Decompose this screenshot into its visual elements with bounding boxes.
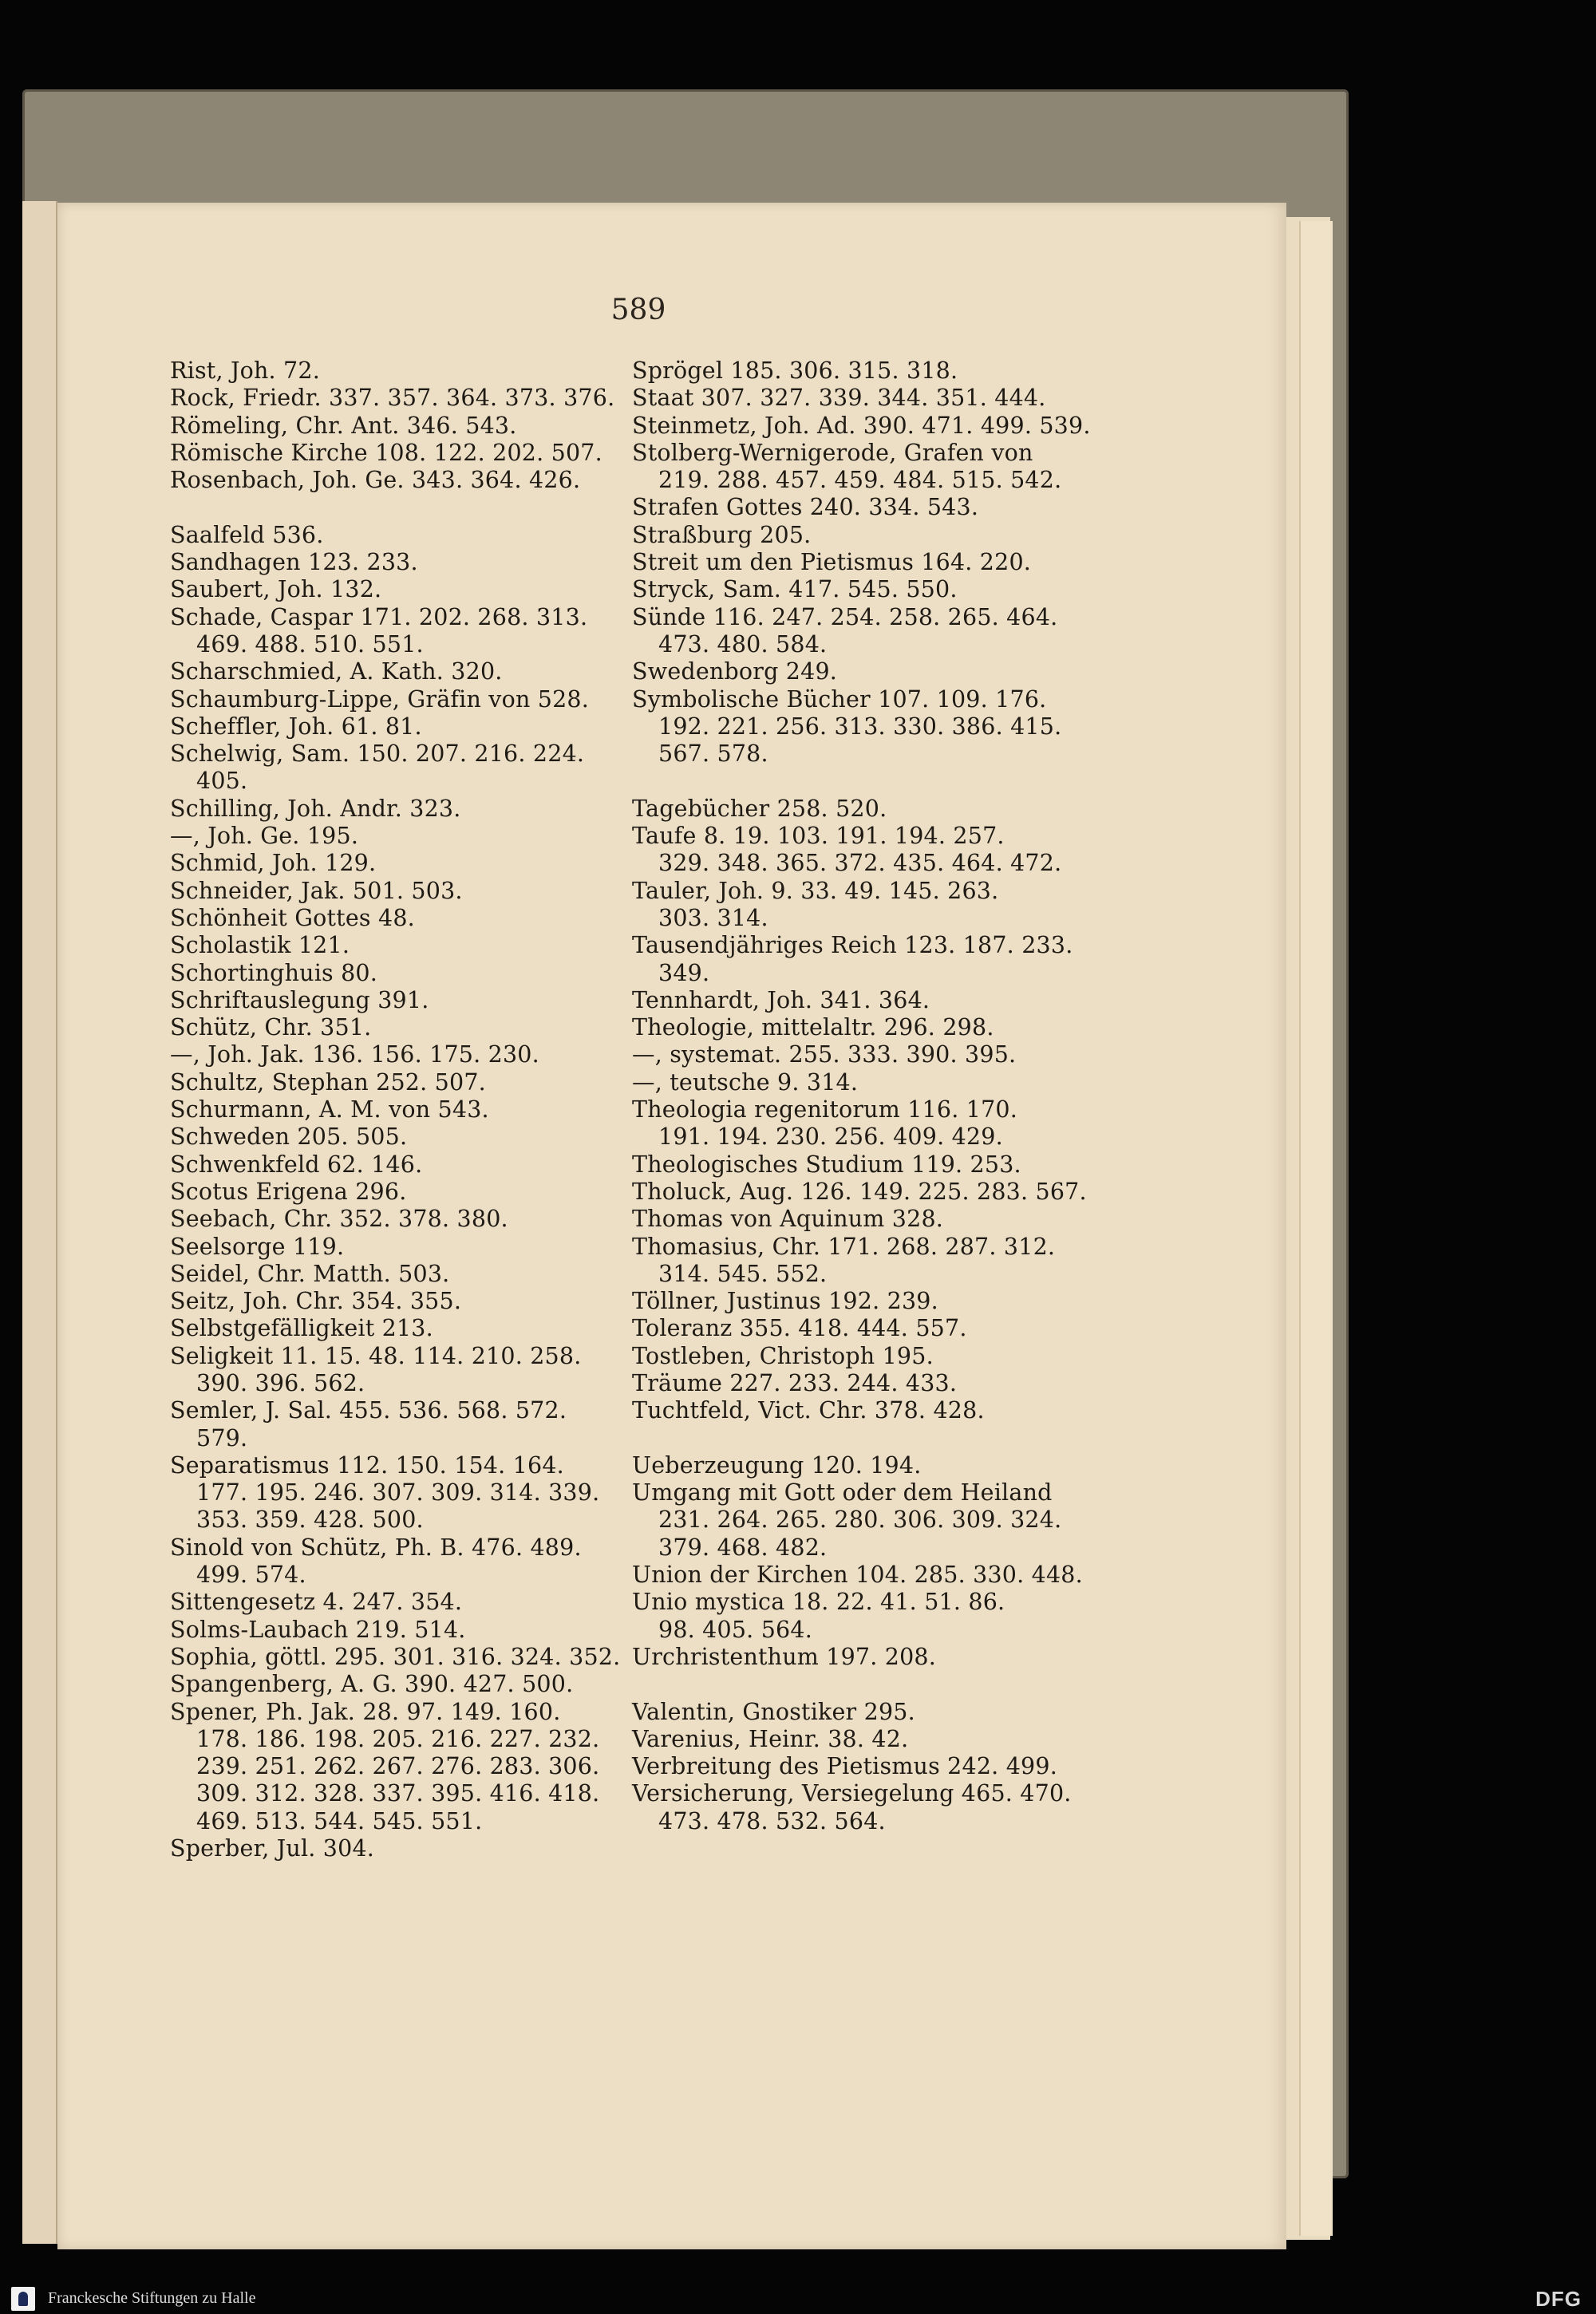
section-gap [632,768,1079,795]
index-entry: Schütz, Chr. 351. [170,1014,372,1041]
page-stack-edge-inner [1299,221,1333,2236]
index-entry: Saalfeld 536. [170,521,324,548]
index-entry: Versicherung, Versiegelung 465. 470. [632,1780,1072,1807]
index-entry: Theologie, mittelaltr. 296. 298. [632,1014,994,1041]
index-entry-continuation: 469. 488. 510. 551. [196,630,424,657]
index-entry: Umgang mit Gott oder dem Heiland [632,1479,1053,1506]
index-entry-continuation: 405. [196,768,248,795]
index-entry: —, teutsche 9. 314. [632,1068,859,1096]
index-entry-continuation: 349. [658,959,710,986]
index-entry: Varenius, Heinr. 38. 42. [632,1725,909,1752]
index-entry-continuation: 178. 186. 198. 205. 216. 227. 232. [196,1725,600,1752]
index-entry: Stryck, Sam. 417. 545. 550. [632,576,958,603]
index-entry-continuation: 98. 405. 564. [658,1616,812,1643]
index-column-left [170,357,621,1862]
index-entry: —, Joh. Jak. 136. 156. 175. 230. [170,1041,539,1068]
dfg-badge: DFG [1535,2287,1582,2311]
index-entry: Seebach, Chr. 352. 378. 380. [170,1206,508,1233]
index-entry: Straßburg 205. [632,521,812,548]
index-entry: Taufe 8. 19. 103. 191. 194. 257. [632,823,1005,850]
index-column-right [632,357,1091,1835]
index-entry: Sperber, Jul. 304. [170,1835,375,1862]
index-entry: Sinold von Schütz, Ph. B. 476. 489. [170,1534,582,1561]
index-entry-continuation: 177. 195. 246. 307. 309. 314. 339. [196,1479,600,1506]
index-entry: Rock, Friedr. 337. 357. 364. 373. 376. [170,385,615,412]
index-entry-continuation: 309. 312. 328. 337. 395. 416. 418. [196,1780,600,1807]
index-entry-continuation: 473. 478. 532. 564. [658,1807,886,1834]
index-entry: Thomasius, Chr. 171. 268. 287. 312. [632,1233,1056,1260]
index-entry: Scharschmied, A. Kath. 320. [170,658,503,685]
index-entry: Tausendjähriges Reich 123. 187. 233. [632,932,1073,959]
index-entry: Schwenkfeld 62. 146. [170,1151,423,1178]
section-gap [632,1671,1079,1698]
index-entry-continuation: 390. 396. 562. [196,1369,365,1396]
index-entry-continuation: 239. 251. 262. 267. 276. 283. 306. [196,1753,600,1780]
index-entry: Strafen Gottes 240. 334. 543. [632,494,979,521]
index-entry-continuation: 353. 359. 428. 500. [196,1506,424,1534]
francke-crest-icon [11,2287,35,2311]
index-entry-continuation: 567. 578. [658,740,768,768]
index-entry: Schweden 205. 505. [170,1123,408,1151]
page-number: 589 [610,294,666,326]
index-entry: Scheffler, Joh. 61. 81. [170,713,422,740]
index-entry: Seidel, Chr. Matth. 503. [170,1260,450,1287]
index-entry: Thomas von Aquinum 328. [632,1206,944,1233]
index-entry: Tagebücher 258. 520. [632,795,887,822]
index-entry: Schönheit Gottes 48. [170,904,415,931]
index-entry: Römische Kirche 108. 122. 202. 507. [170,439,602,466]
index-entry: Schortinghuis 80. [170,959,378,986]
index-entry: Toleranz 355. 418. 444. 557. [632,1315,967,1342]
index-entry: Schneider, Jak. 501. 503. [170,877,463,904]
institution-credit: Franckesche Stiftungen zu Halle [48,2289,256,2307]
index-entry: Schilling, Joh. Andr. 323. [170,795,461,822]
section-gap [170,494,617,521]
index-entry: Schmid, Joh. 129. [170,850,377,877]
index-entry: Scholastik 121. [170,932,350,959]
left-page-edge [22,201,57,2244]
section-gap [632,1425,1079,1452]
index-entry: Sophia, göttl. 295. 301. 316. 324. 352. [170,1643,621,1670]
index-entry-continuation: 314. 545. 552. [658,1260,828,1287]
index-entry: —, Joh. Ge. 195. [170,823,359,850]
index-entry: Unio mystica 18. 22. 41. 51. 86. [632,1589,1005,1616]
index-entry-continuation: 579. [196,1424,248,1451]
index-entry: Steinmetz, Joh. Ad. 390. 471. 499. 539. [632,412,1091,439]
index-entry-continuation: 191. 194. 230. 256. 409. 429. [658,1123,1003,1151]
index-entry: Römeling, Chr. Ant. 346. 543. [170,412,517,439]
index-entry: Tostleben, Christoph 195. [632,1342,934,1369]
index-entry-continuation: 329. 348. 365. 372. 435. 464. 472. [658,850,1062,877]
index-entry: Stolberg-Wernigerode, Grafen von [632,439,1033,466]
index-entry: Separatismus 112. 150. 154. 164. [170,1451,564,1479]
index-entry: Selbstgefälligkeit 213. [170,1315,433,1342]
index-entry: Staat 307. 327. 339. 344. 351. 444. [632,385,1046,412]
index-entry-continuation: 469. 513. 544. 545. 551. [196,1807,483,1834]
index-entry: Tholuck, Aug. 126. 149. 225. 283. 567. [632,1178,1087,1205]
index-entry: Schriftauslegung 391. [170,986,429,1013]
index-entry: Urchristenthum 197. 208. [632,1643,937,1670]
index-entry-continuation: 231. 264. 265. 280. 306. 309. 324. [658,1506,1062,1534]
index-entry: Union der Kirchen 104. 285. 330. 448. [632,1562,1083,1589]
index-entry-continuation: 192. 221. 256. 313. 330. 386. 415. [658,713,1062,740]
index-entry: Verbreitung des Pietismus 242. 499. [632,1753,1057,1780]
index-entry: Symbolische Bücher 107. 109. 176. [632,685,1047,713]
index-entry: Sittengesetz 4. 247. 354. [170,1589,463,1616]
index-entry: Träume 227. 233. 244. 433. [632,1369,958,1396]
index-entry: Valentin, Gnostiker 295. [632,1698,915,1725]
index-entry: Ueberzeugung 120. 194. [632,1451,922,1479]
index-entry: Spener, Ph. Jak. 28. 97. 149. 160. [170,1698,561,1725]
index-entry: Schelwig, Sam. 150. 207. 216. 224. [170,740,585,768]
index-entry: Theologisches Studium 119. 253. [632,1151,1021,1178]
index-entry: Seelsorge 119. [170,1233,345,1260]
index-entry-continuation: 379. 468. 482. [658,1534,828,1561]
index-entry: Töllner, Justinus 192. 239. [632,1288,938,1315]
index-entry-continuation: 303. 314. [658,904,768,931]
index-entry: Seitz, Joh. Chr. 354. 355. [170,1288,462,1315]
index-entry: Schultz, Stephan 252. 507. [170,1068,486,1096]
index-entry: Semler, J. Sal. 455. 536. 568. 572. [170,1397,567,1424]
index-entry: Seligkeit 11. 15. 48. 114. 210. 258. [170,1342,582,1369]
index-entry: Schurmann, A. M. von 543. [170,1096,489,1123]
index-entry: —, systemat. 255. 333. 390. 395. [632,1041,1017,1068]
index-entry: Scotus Erigena 296. [170,1178,407,1205]
index-entry: Tauler, Joh. 9. 33. 49. 145. 263. [632,877,999,904]
index-entry-continuation: 499. 574. [196,1562,306,1589]
index-entry: Sandhagen 123. 233. [170,549,418,576]
index-entry: Schade, Caspar 171. 202. 268. 313. [170,603,588,630]
index-entry: Sünde 116. 247. 254. 258. 265. 464. [632,603,1058,630]
index-entry: Streit um den Pietismus 164. 220. [632,549,1032,576]
index-entry-continuation: 219. 288. 457. 459. 484. 515. 542. [658,467,1062,494]
index-entry: Sprögel 185. 306. 315. 318. [632,357,958,384]
index-entry: Schaumburg-Lippe, Gräfin von 528. [170,685,590,713]
index-entry: Rosenbach, Joh. Ge. 343. 364. 426. [170,467,581,494]
index-entry: Rist, Joh. 72. [170,357,320,384]
index-entry: Tuchtfeld, Vict. Chr. 378. 428. [632,1397,985,1424]
index-entry-continuation: 473. 480. 584. [658,630,828,657]
index-entry: Spangenberg, A. G. 390. 427. 500. [170,1671,574,1698]
index-entry: Swedenborg 249. [632,658,838,685]
index-entry: Theologia regenitorum 116. 170. [632,1096,1017,1123]
index-entry: Solms-Laubach 219. 514. [170,1616,466,1643]
index-entry: Tennhardt, Joh. 341. 364. [632,986,930,1013]
index-entry: Saubert, Joh. 132. [170,576,382,603]
